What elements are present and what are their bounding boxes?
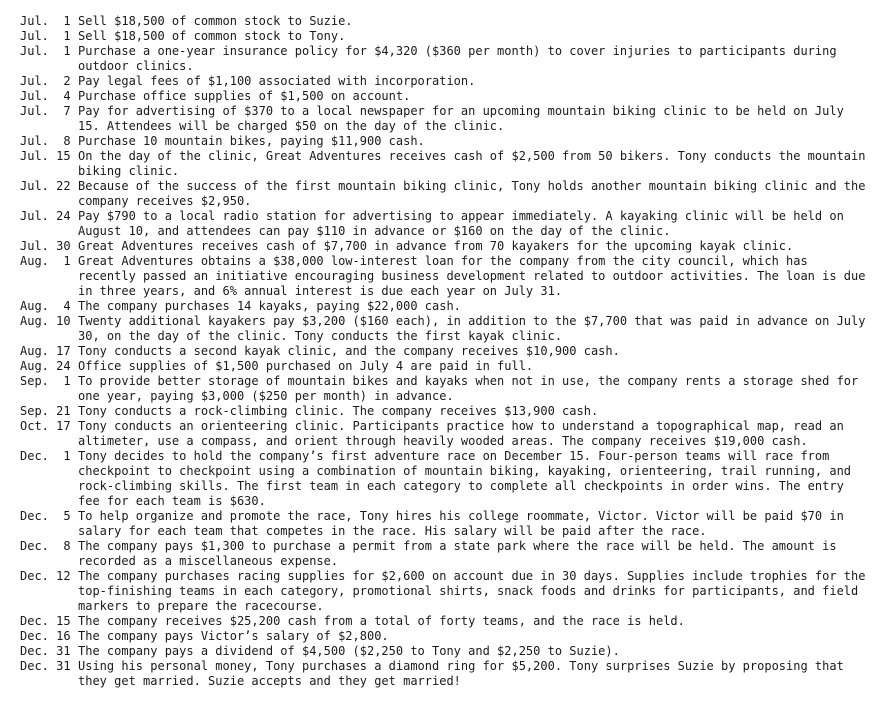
transaction-entry (20, 659, 867, 689)
entry-date: Dec. 8 (20, 539, 71, 553)
entry-date: Dec. 12 (20, 569, 71, 583)
entry-text: Purchase a one-year insurance policy for $4,320 ($360 per month) to cover injuries to participants during outdoor clinics. (78, 44, 837, 73)
entry-text: Pay legal fees of $1,100 associated with incorporation. (78, 74, 476, 88)
transaction-entry (20, 89, 867, 104)
transaction-entry (20, 209, 867, 239)
entry-text: Pay $790 to a local radio station for advertising to appear immediately. A kayaking clinic will be held on August 10, and attendees can pay $110 in advance or $160 on the day of the clinic. (78, 209, 844, 238)
entry-date: Dec. 31 (20, 644, 71, 658)
entry-text: Sell $18,500 of common stock to Suzie. (78, 14, 353, 28)
entry-text: Twenty additional kayakers pay $3,200 ($160 each), in addition to the $7,700 that was paid in advance on July 30, on the day of the clinic. Tony conducts the first kayak clinic. (78, 314, 866, 343)
entry-text: The company pays a dividend of $4,500 ($2,250 to Tony and $2,250 to Suzie). (78, 644, 620, 658)
entry-date: Dec. 5 (20, 509, 71, 523)
transaction-entry (20, 134, 867, 149)
entry-date: Aug. 17 (20, 344, 71, 358)
entry-text: On the day of the clinic, Great Adventures receives cash of $2,500 from 50 bikers. Tony conducts the mountain biking clinic. (78, 149, 866, 178)
entry-date: Jul. 4 (20, 89, 71, 103)
entry-date: Dec. 31 (20, 659, 71, 673)
transaction-entry (20, 644, 867, 659)
entry-text: The company pays Victor’s salary of $2,800. (78, 629, 389, 643)
entry-date: Jul. 30 (20, 239, 71, 253)
entry-date: Aug. 1 (20, 254, 71, 268)
entry-date: Aug. 10 (20, 314, 71, 328)
transaction-entry (20, 509, 867, 539)
entry-text: Sell $18,500 of common stock to Tony. (78, 29, 346, 43)
transaction-entry (20, 569, 867, 614)
entry-text: The company pays $1,300 to purchase a permit from a state park where the race will be held. The amount is recorded as a miscellaneous expense. (78, 539, 837, 568)
entry-text: The company purchases racing supplies for $2,600 on account due in 30 days. Supplies include trophies for the top-finishing teams in each category, promotional shirts, snack foods and drinks for participants, and field markers to prepare the racecourse. (78, 569, 866, 613)
entry-date: Jul. 22 (20, 179, 71, 193)
entry-date: Jul. 1 (20, 44, 71, 58)
transaction-entry (20, 404, 867, 419)
entry-text: Great Adventures obtains a $38,000 low-interest loan for the company from the city council, which has recently passed an initiative encouraging business development related to outdoor activities. The loan is due in three years, and 6% annual interest is due each year on July 31. (78, 254, 866, 298)
entry-text: The company receives $25,200 cash from a total of forty teams, and the race is held. (78, 614, 685, 628)
entry-text: To help organize and promote the race, Tony hires his college roommate, Victor. Victor will be paid $70 in salary for each team that competes in the race. His salary will be paid after the race. (78, 509, 844, 538)
entry-text: To provide better storage of mountain bikes and kayaks when not in use, the company rents a storage shed for one year, paying $3,000 ($250 per month) in advance. (78, 374, 859, 403)
transaction-entry (20, 449, 867, 509)
entry-text: Tony conducts a second kayak clinic, and the company receives $10,900 cash. (78, 344, 620, 358)
entry-date: Jul. 1 (20, 29, 71, 43)
transaction-entry (20, 74, 867, 89)
entry-text: Tony conducts a rock-climbing clinic. The company receives $13,900 cash. (78, 404, 599, 418)
entry-text: Purchase office supplies of $1,500 on account. (78, 89, 411, 103)
entry-date: Oct. 17 (20, 419, 71, 433)
transaction-entry (20, 239, 867, 254)
entry-text: Great Adventures receives cash of $7,700 in advance from 70 kayakers for the upcoming kayak clinic. (78, 239, 794, 253)
transaction-entry (20, 539, 867, 569)
entry-text: Office supplies of $1,500 purchased on July 4 are paid in full. (78, 359, 534, 373)
transaction-entry (20, 614, 867, 629)
entry-text: Tony conducts an orienteering clinic. Participants practice how to understand a topographical map, read an altimeter, use a compass, and orient through heavily wooded areas. The company receives $19,000 cash. (78, 419, 844, 448)
entry-date: Jul. 15 (20, 149, 71, 163)
entry-text: Because of the success of the first mountain biking clinic, Tony holds another mountain biking clinic and the company receives $2,950. (78, 179, 866, 208)
entry-date: Jul. 1 (20, 14, 71, 28)
entry-date: Dec. 16 (20, 629, 71, 643)
entry-date: Sep. 21 (20, 404, 71, 418)
transaction-entry (20, 254, 867, 299)
entry-date: Sep. 1 (20, 374, 71, 388)
transaction-entry (20, 299, 867, 314)
entry-date: Jul. 2 (20, 74, 71, 88)
transaction-entry (20, 419, 867, 449)
entry-text: Pay for advertising of $370 to a local newspaper for an upcoming mountain biking clinic to be held on July 15. Attendees will be charged $50 on the day of the clinic. (78, 104, 844, 133)
entry-date: Aug. 24 (20, 359, 71, 373)
entry-text: Purchase 10 mountain bikes, paying $11,900 cash. (78, 134, 425, 148)
transaction-entry (20, 14, 867, 29)
entry-date: Aug. 4 (20, 299, 71, 313)
transaction-entry (20, 29, 867, 44)
transaction-entry (20, 629, 867, 644)
entry-text: The company purchases 14 kayaks, paying $22,000 cash. (78, 299, 461, 313)
transaction-entry (20, 344, 867, 359)
entry-text: Using his personal money, Tony purchases a diamond ring for $5,200. Tony surprises Suzie by proposing that they get married. Suzie accepts and they get married! (78, 659, 844, 688)
entry-date: Jul. 7 (20, 104, 71, 118)
transaction-entry (20, 149, 867, 179)
entry-date: Dec. 15 (20, 614, 71, 628)
entry-date: Dec. 1 (20, 449, 71, 463)
entry-date: Jul. 8 (20, 134, 71, 148)
transaction-entry (20, 104, 867, 134)
transaction-entry (20, 314, 867, 344)
transaction-entry (20, 179, 867, 209)
transaction-entry (20, 374, 867, 404)
entry-text: Tony decides to hold the company’s first adventure race on December 15. Four-person teams will race from checkpoint to checkpoint using a combination of mountain biking, kayaking, orienteering, trail running, and rock-climbing skills. The first team in each category to complete all checkpoints in order wins. The entry fee for each team is $630. (78, 449, 852, 508)
entry-date: Jul. 24 (20, 209, 71, 223)
transaction-entry (20, 44, 867, 74)
transaction-entry (20, 359, 867, 374)
